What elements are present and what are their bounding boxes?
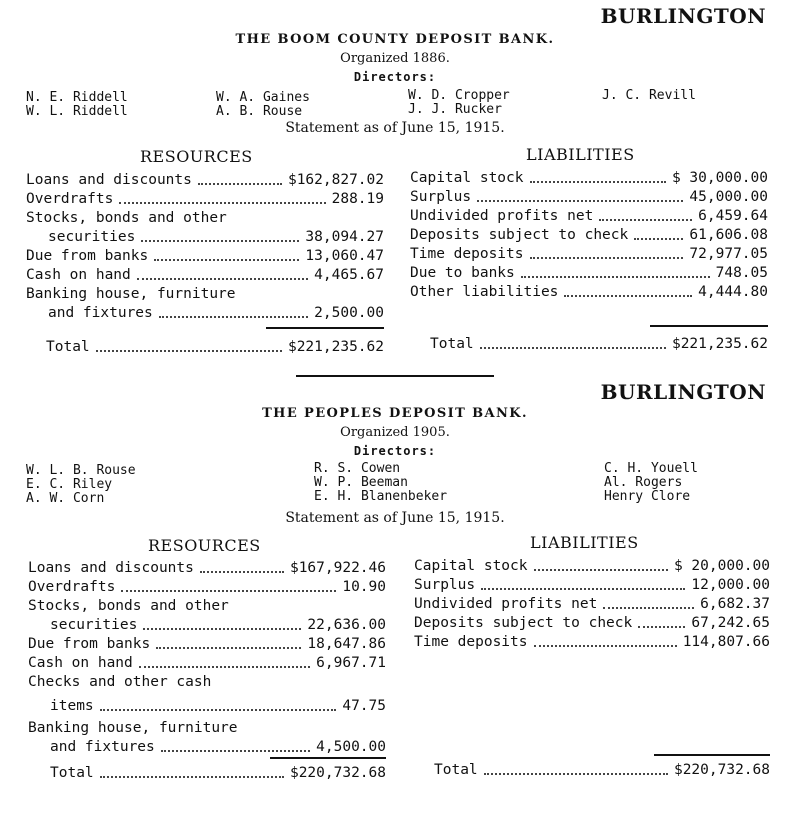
ledger-row: Overdrafts 10.90 — [28, 579, 386, 595]
organized-line: Organized 1886. — [340, 51, 450, 66]
ledger-row: Stocks, bonds and other — [28, 598, 229, 614]
director-name: W. L. Riddell — [26, 104, 128, 119]
ledger-row: Stocks, bonds and other — [26, 210, 227, 226]
director-name: W. A. Gaines — [216, 90, 310, 105]
director-name: E. C. Riley — [26, 477, 113, 492]
ledger-row: Loans and discounts $162,827.02 — [26, 172, 384, 188]
ledger-row: Undivided profits net 6,459.64 — [410, 208, 768, 224]
liabilities-total-row: Total $220,732.68 — [434, 762, 770, 778]
ledger-row: Overdrafts 288.19 — [26, 191, 384, 207]
directors-list — [26, 88, 766, 121]
director-name: W. L. B. Rouse — [26, 463, 136, 478]
director-name: Henry Clore — [604, 489, 691, 504]
director-name: A. W. Corn — [26, 491, 105, 506]
director-name: J. C. Revill — [602, 88, 696, 103]
bank-name: THE PEOPLES DEPOSIT BANK. — [262, 406, 528, 421]
ledger-row: Time deposits 72,977.05 — [410, 246, 768, 262]
ledger-row: Due from banks 18,647.86 — [28, 636, 386, 652]
resources-total-row: Total $221,235.62 — [46, 339, 384, 355]
directors-list — [26, 461, 766, 508]
ledger-row: securities 38,094.27 — [48, 229, 384, 245]
liabilities-table — [414, 557, 770, 652]
ledger-row: Cash on hand 6,967.71 — [28, 655, 386, 671]
ledger-row: Deposits subject to check 67,242.65 — [414, 615, 770, 631]
section-divider — [296, 375, 494, 377]
ledger-row: Checks and other cash — [28, 674, 212, 690]
director-name: A. B. Rouse — [216, 104, 303, 119]
director-name: J. J. Rucker — [408, 102, 502, 117]
sum-rule — [270, 757, 386, 759]
ledger-row: securities 22,636.00 — [50, 617, 386, 633]
town-heading: BURLINGTON — [600, 4, 766, 28]
ledger-row: Surplus 12,000.00 — [414, 577, 770, 593]
director-name: E. H. Blanenbeker — [314, 489, 448, 504]
liabilities-heading: LIABILITIES — [530, 533, 639, 552]
ledger-row: Deposits subject to check 61,606.08 — [410, 227, 768, 243]
ledger-row: Capital stock $ 20,000.00 — [414, 558, 770, 574]
resources-heading: RESOURCES — [140, 147, 253, 166]
liabilities-heading: LIABILITIES — [526, 145, 635, 164]
ledger-row: Time deposits 114,807.66 — [414, 634, 770, 650]
sum-rule — [654, 754, 770, 756]
directors-heading: Directors: — [353, 444, 437, 458]
director-name: C. H. Youell — [604, 461, 698, 476]
sum-rule — [650, 325, 768, 327]
ledger-row: Banking house, furniture — [28, 720, 238, 736]
statement-date: Statement as of June 15, 1915. — [285, 120, 505, 136]
director-name: W. P. Beeman — [314, 475, 408, 490]
organized-line: Organized 1905. — [340, 425, 450, 440]
ledger-row: and fixtures 2,500.00 — [48, 305, 384, 321]
ledger-row: Due from banks 13,060.47 — [26, 248, 384, 264]
liabilities-table — [410, 169, 768, 302]
resources-total-row: Total $220,732.68 — [50, 765, 386, 781]
ledger-row: Loans and discounts $167,922.46 — [28, 560, 386, 576]
liabilities-total-row: Total $221,235.62 — [430, 336, 768, 352]
statement-date: Statement as of June 15, 1915. — [285, 510, 505, 526]
resources-heading: RESOURCES — [148, 536, 261, 555]
resources-table — [26, 171, 384, 323]
ledger-row: Undivided profits net 6,682.37 — [414, 596, 770, 612]
town-heading: BURLINGTON — [600, 380, 766, 404]
bank-name: THE BOOM COUNTY DEPOSIT BANK. — [235, 32, 555, 47]
ledger-row: and fixtures 4,500.00 — [50, 739, 386, 755]
ledger-row: Capital stock $ 30,000.00 — [410, 170, 768, 186]
ledger-row: Due to banks 748.05 — [410, 265, 768, 281]
ledger-row: Cash on hand 4,465.67 — [26, 267, 384, 283]
ledger-row: items 47.75 — [50, 698, 386, 714]
sum-rule — [266, 327, 384, 329]
resources-table — [28, 559, 386, 757]
director-name: R. S. Cowen — [314, 461, 401, 476]
ledger-row: Banking house, furniture — [26, 286, 236, 302]
director-name: Al. Rogers — [604, 475, 683, 490]
directors-heading: Directors: — [353, 70, 437, 84]
ledger-row: Surplus 45,000.00 — [410, 189, 768, 205]
ledger-row: Other liabilities 4,444.80 — [410, 284, 768, 300]
director-name: W. D. Cropper — [408, 88, 510, 103]
director-name: N. E. Riddell — [26, 90, 128, 105]
